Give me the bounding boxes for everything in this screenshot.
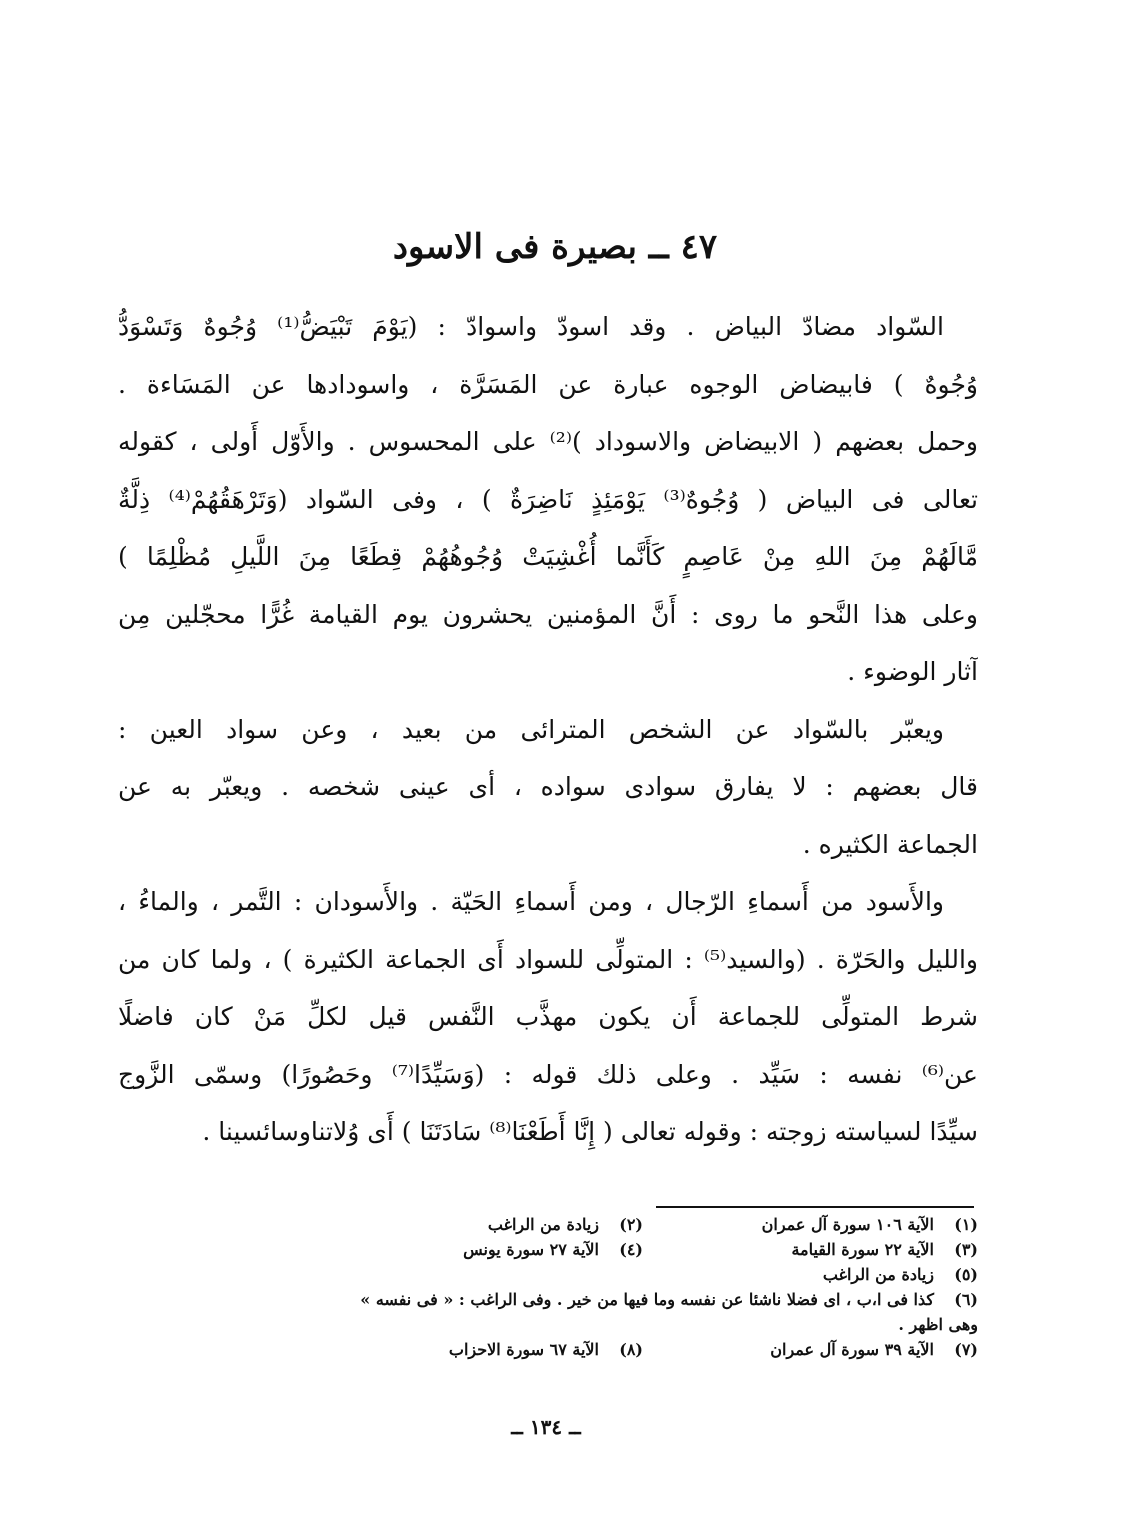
text-line: والليل والحَرّة . (والسيد⁽⁵⁾ : المتولِّى للسواد أَى الجماعة الكثيرة ) ، ولما كان من xyxy=(118,944,978,974)
footnote xyxy=(643,1212,978,1237)
footnote-separator xyxy=(656,1206,974,1208)
text-line: الجماعة الكثيره . xyxy=(802,829,978,859)
footnote-number: (٢) xyxy=(619,1215,643,1234)
footnote-text: زيادة من الراغب xyxy=(822,1265,934,1284)
section-heading: ٤٧ ــ بصيرة فى الاسود xyxy=(392,227,718,267)
footnote xyxy=(383,1237,643,1262)
text-line: شرط المتولِّى للجماعة أَن يكون مهذَّب النَّفس قيل لكلِّ مَنْ كان فاضلًا xyxy=(118,1002,978,1031)
footnote-text: الآية ٢٧ سورة يونس xyxy=(463,1240,599,1259)
footnote-number: (١) xyxy=(954,1215,978,1234)
footnote-row xyxy=(112,1337,978,1362)
page-number: ــ ١٣٤ ــ xyxy=(511,1415,581,1439)
footnotes xyxy=(112,1212,978,1362)
footnote-number: (٤) xyxy=(619,1240,643,1259)
footnote xyxy=(643,1237,978,1262)
text-line: والأَسود من أَسماءِ الرّجال ، ومن أَسماءِ الحَيّة . والأَسودان : التَّمر ، والماءُ ، xyxy=(118,887,944,916)
footnote-row xyxy=(112,1287,978,1312)
footnote-text: الآية ١٠٦ سورة آل عمران xyxy=(761,1215,934,1234)
footnote-row xyxy=(112,1237,978,1262)
text-line: قال بعضهم : لا يفارق سوادى سواده ، أى عينى شخصه . ويعبّر به عن xyxy=(118,772,978,801)
footnote-text: الآية ٢٢ سورة القيامة xyxy=(791,1240,934,1259)
text-line: تعالى فى البياض ( وُجُوهٌ⁽³⁾ يَوْمَئِذٍ نَاضِرَةٌ ) ، وفى السّواد (وَتَرْهَقُهُمْ⁽⁴⁾ ذِلَّةٌ xyxy=(118,484,978,514)
footnote xyxy=(383,1212,643,1237)
footnote-text: وهى اظهر . xyxy=(898,1315,978,1334)
footnote xyxy=(383,1337,643,1362)
text-line: سيِّدًا لسياسته زوجته : وقوله تعالى ( إِنَّا أَطَعْنَا⁽⁸⁾ سَادَتَنَا ) أَى وُلاتناوسائسينا . xyxy=(202,1117,978,1146)
footnote xyxy=(112,1287,978,1312)
text-line: آثار الوضوء . xyxy=(847,657,978,686)
footnote-row xyxy=(112,1212,978,1237)
footnote-number: (٨) xyxy=(619,1340,643,1359)
text-line: مَّالَهُمْ مِنَ اللهِ مِنْ عَاصِمٍ كَأَنَّما أُغْشِيَتْ وُجُوهُهُمْ قِطَعًا مِنَ اللَّيلِ مُظْلِمًا ) xyxy=(118,542,978,571)
footnote-text: كذا فى ا،ب ، اى فضلا ناشئا عن نفسه وما فيها من خير . وفى الراغب : « فى نفسه » xyxy=(360,1290,934,1309)
text-line: عن⁽⁶⁾ نفسه : سَيِّد . وعلى ذلك قوله : (وَسَيِّدًا⁽⁷⁾ وحَصُورًا) وسمّى الزَّوج xyxy=(118,1059,978,1089)
footnote-continuation xyxy=(112,1312,978,1337)
text-line: وُجُوهٌ ) فابيضاض الوجوه عبارة عن المَسَرَّة ، واسودادها عن المَسَاءة . xyxy=(118,369,978,399)
footnote-row xyxy=(112,1262,978,1287)
footnote xyxy=(643,1262,978,1287)
footnote-text: الآية ٦٧ سورة الاحزاب xyxy=(448,1340,599,1359)
text-line: ويعبّر بالسّواد عن الشخص المترائى من بعيد ، وعن سواد العين : xyxy=(118,714,944,744)
footnote-text: الآية ٣٩ سورة آل عمران xyxy=(770,1340,934,1359)
text-line: السّواد مضادّ البياض . وقد اسودّ واسوادّ : (يَوْمَ تَبْيَضُّ⁽¹⁾ وُجُوهٌ وَتَسْوَدُّ xyxy=(118,312,944,341)
text-line: وحمل بعضهم ( الابيضاض والاسوداد )⁽²⁾ على المحسوس . والأَوّل أَولى ، كقوله xyxy=(118,427,978,456)
footnote-text: زيادة من الراغب xyxy=(487,1215,599,1234)
footnote-number: (٥) xyxy=(954,1265,978,1284)
text-line: وعلى هذا النَّحو ما روى : أَنَّ المؤمنين يحشرون يوم القيامة غُرًّا محجّلين مِن xyxy=(118,599,978,629)
footnote-number: (٣) xyxy=(954,1240,978,1259)
footnote-number: (٧) xyxy=(954,1340,978,1359)
body-text xyxy=(118,298,978,1161)
footnote-number: (٦) xyxy=(954,1290,978,1309)
footnote xyxy=(643,1337,978,1362)
footnote-row xyxy=(112,1312,978,1337)
